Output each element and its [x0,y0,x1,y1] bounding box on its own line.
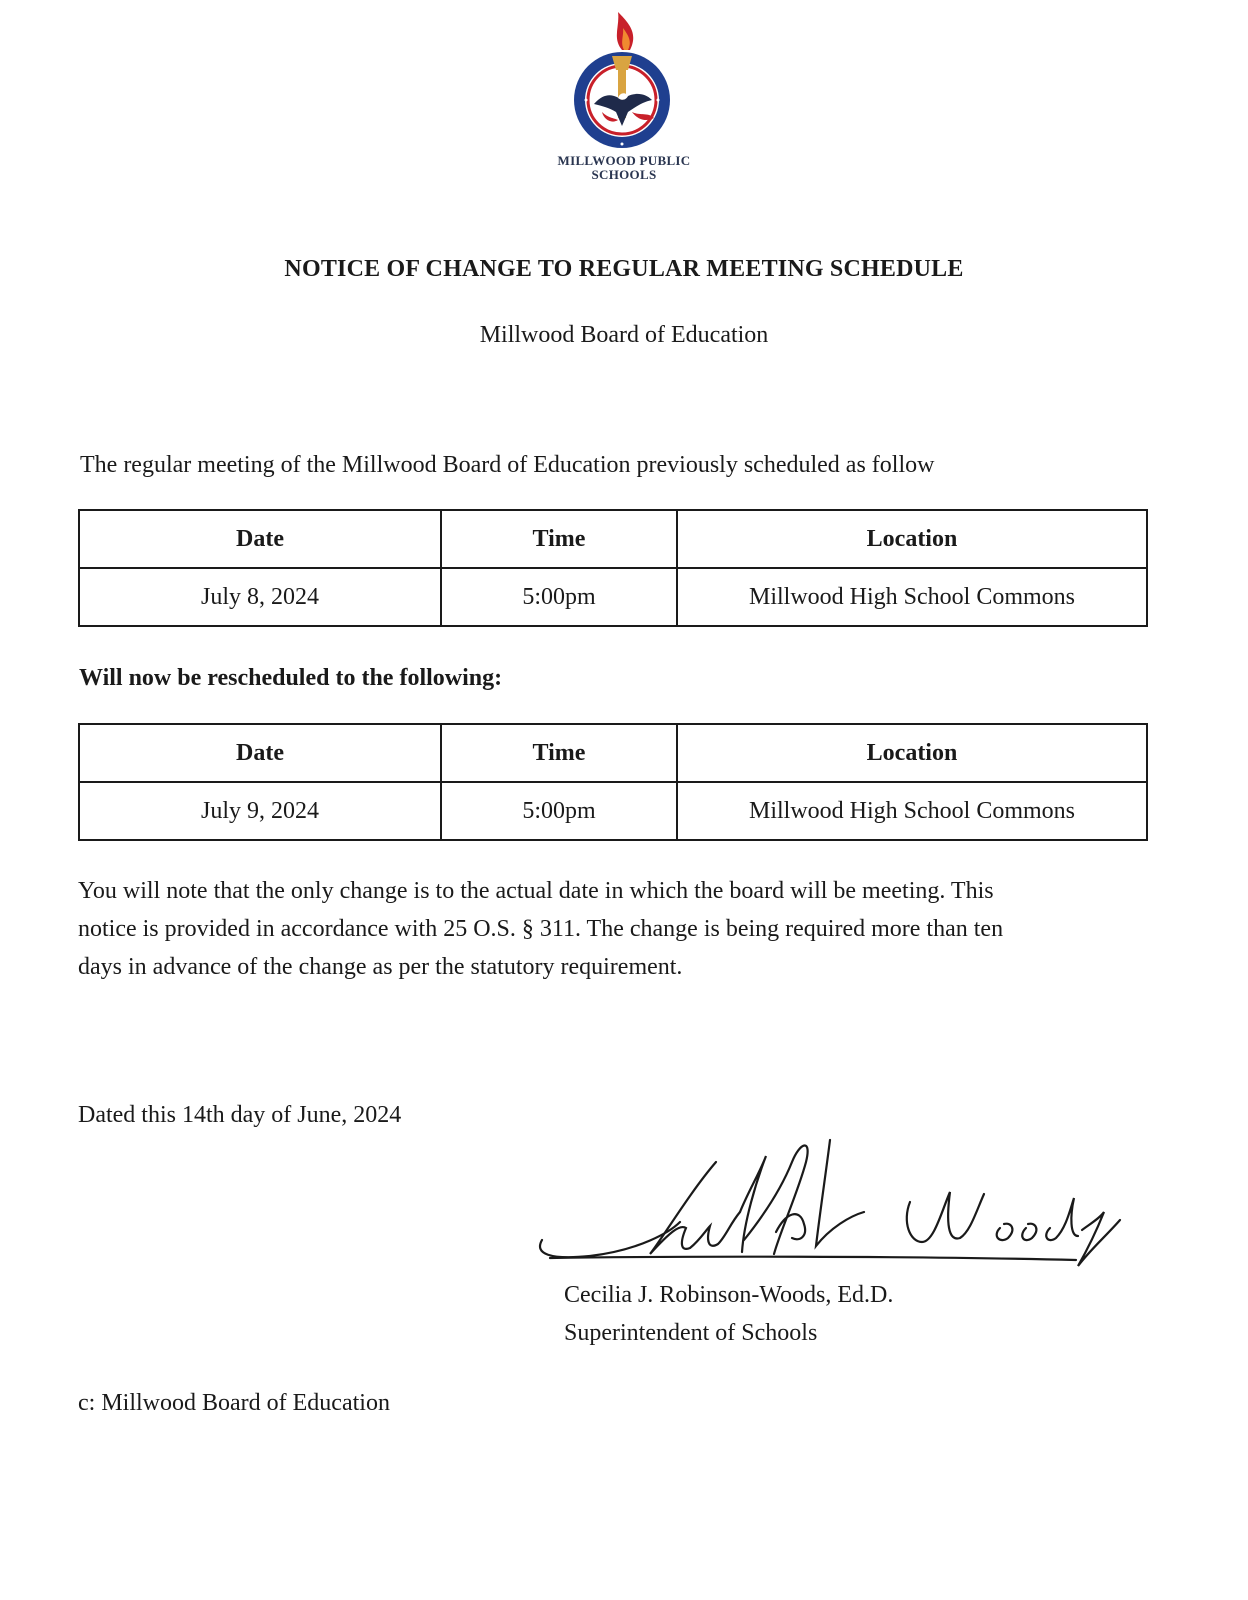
notice-subtitle: Millwood Board of Education [479,322,769,348]
table-header-row [79,510,1147,568]
reschedule-heading: Will now be rescheduled to the following: [79,665,503,691]
district-name [500,154,748,182]
body-line: You will note that the only change is to the actual date in which the board will be meeting. This [78,878,994,904]
original-schedule-table [78,509,1148,627]
header-location: Location [677,724,1147,782]
header-time: Time [441,724,677,782]
dated-line: Dated this 14th day of June, 2024 [78,1102,402,1128]
body-line: days in advance of the change as per the statutory requirement. [78,954,683,980]
header-date: Date [79,724,441,782]
cell-date: July 8, 2024 [79,568,441,626]
signer-name: Cecilia J. Robinson-Woods, Ed.D. [564,1282,894,1308]
cell-location: Millwood High School Commons [677,568,1147,626]
intro-paragraph: The regular meeting of the Millwood Board of Education previously scheduled as follow [80,452,935,478]
cell-date: July 9, 2024 [79,782,441,840]
body-line: notice is provided in accordance with 25 O.S. § 311. The change is being required more than ten [78,916,1004,942]
notice-body [78,872,1168,986]
district-name-line2: SCHOOLS [591,167,657,182]
table-header-row [79,724,1147,782]
district-seal-logo [572,8,682,148]
cc-line: c: Millwood Board of Education [78,1390,390,1416]
new-schedule-table [78,723,1148,841]
cell-time: 5:00pm [441,782,677,840]
table-row [79,568,1147,626]
handwritten-signature [530,1132,1130,1282]
header-date: Date [79,510,441,568]
cell-location: Millwood High School Commons [677,782,1147,840]
cell-time: 5:00pm [441,568,677,626]
notice-title: NOTICE OF CHANGE TO REGULAR MEETING SCHEDULE [284,256,964,282]
header-location: Location [677,510,1147,568]
district-name-line1: MILLWOOD PUBLIC [557,153,691,168]
table-row [79,782,1147,840]
signer-title: Superintendent of Schools [564,1320,818,1346]
signer-block [564,1276,893,1352]
header-time: Time [441,510,677,568]
